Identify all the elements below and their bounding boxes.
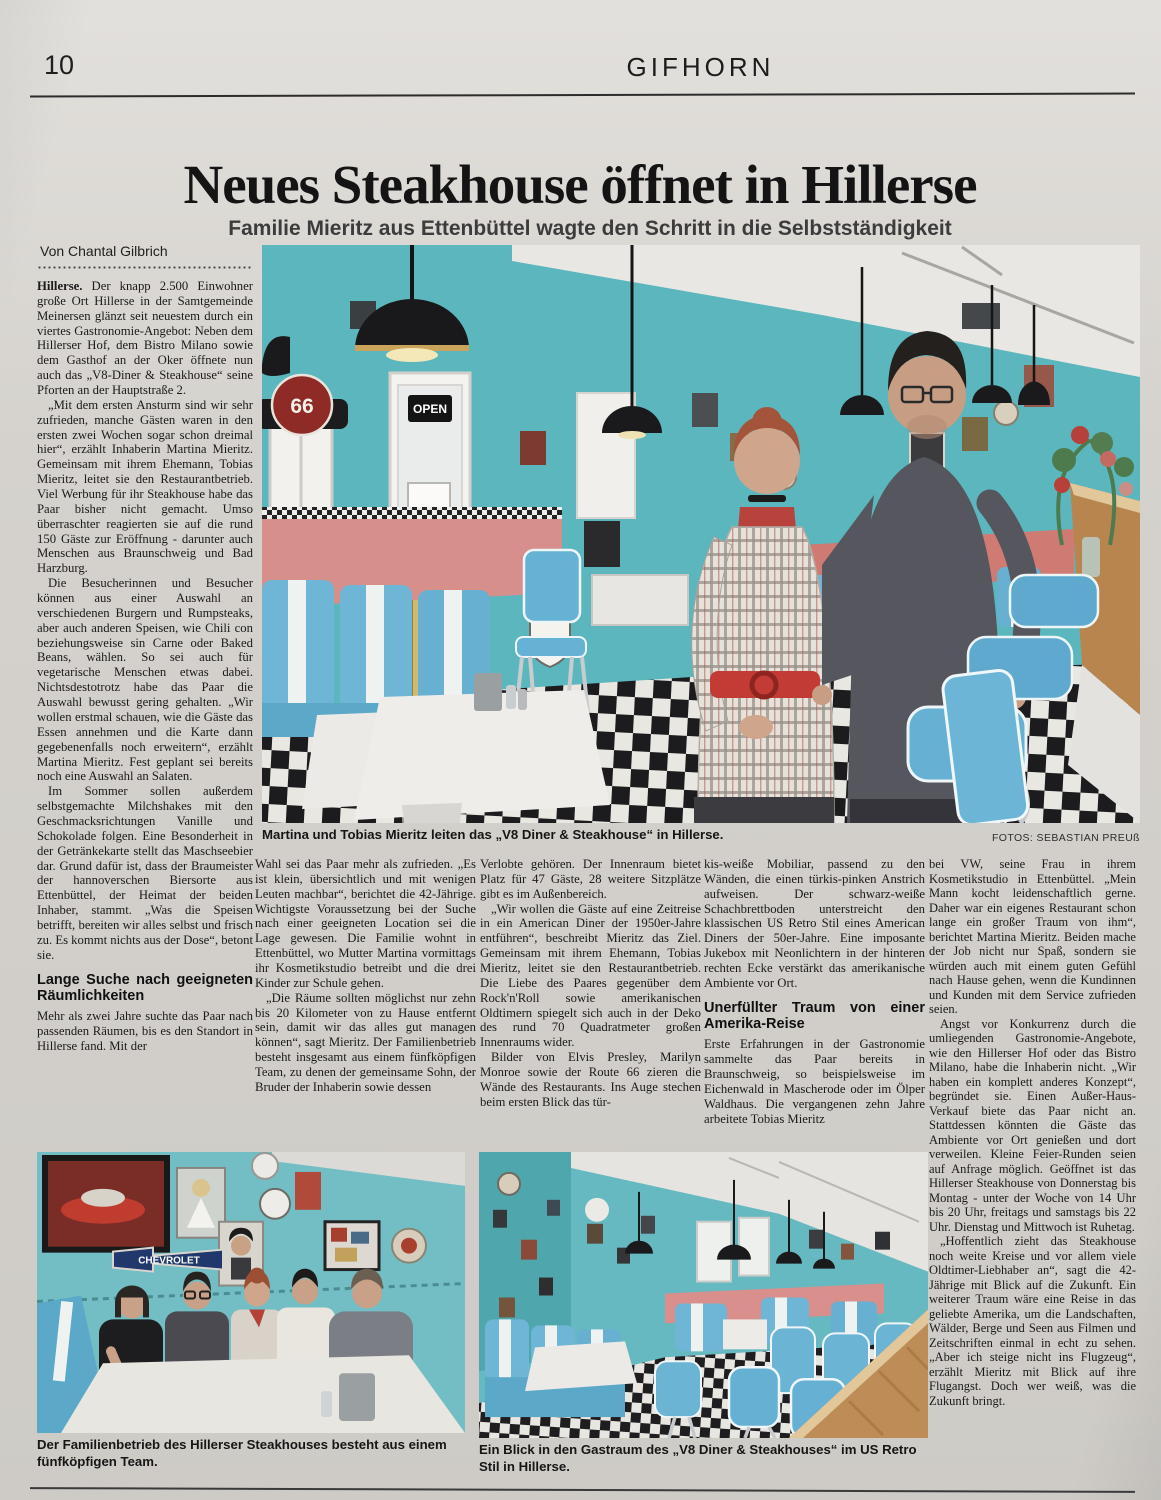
lead-in: Hillerse.	[37, 279, 83, 293]
byline-rule	[37, 266, 253, 269]
body-paragraph: Angst vor Konkurrenz durch die umliegenden Gastronomie-Angebote, wie den Hillerser Hof oder das Bistro Milano, habe die Inhaberin nicht. „Wir haben ein komplett anderes Konzept“, begründet sie. Einen Außer-Haus-Verkauf biete das Paar nicht an. Stattdessen könnten die Gäste das Ambiente vor Ort genießen und dort verweilen. Kleine Feier-Runden seien auf Anfrage möglich. Geöffnet ist das Hillerser Steakhouse von Donnerstag bis Montag - unter der Woche von 14 Uhr bis 20 Uhr, freitags und samstags bis 22 Uhr. Dienstag und Mittwoch ist Ruhetag.	[929, 1016, 1136, 1234]
marilyn-poster	[177, 1168, 225, 1238]
body-paragraph: Die Besucherinnen und Besucher können aus einer Auswahl an verschiedenen Burgern und Rumpsteaks, aber auch anderen Speisen, wie Chili con beziehungsweise sin Carne oder Baked Beans, wählen. So sei auch für vegetarische Menschen etwas dabei. Nichtsdestotrotz habe das Paar die Auswahl bewusst gering gehalten. „Wir wollen erstmal schauen, wie die Gäste das Essen annehmen und die Karte dann gegebenenfalls noch erweitern“, erzählt Martina Mieritz. Fest geplant sei bereits noch eine Auswahl an Salaten.	[37, 576, 253, 784]
body-paragraph: Mehr als zwei Jahre suchte das Paar nach passenden Räumen, bis es den Standort in Hillerse fand. Mit der	[37, 1009, 253, 1053]
body-paragraph: „Wir wollen die Gäste auf eine Zeitreise in ein American Diner der 1950er-Jahre entführen“, beschreibt Mieritz das Ziel. Gemeinsam mit ihrem Ehemann, Tobias Mieritz, leitet sie den Restaurantbetrieb. Die Liebe des Paares gegenüber dem Rock'n'Roll sowie amerikanischen Oldtimern spiegelt sich auch in der Deko des rund 70 Quadratmeter großen Innenraums wider.	[480, 901, 701, 1050]
body-paragraph: bei VW, seine Frau in ihrem Kosmetikstudio in Ettenbüttel. „Mein Mann kocht leidenschaftlich gerne. Daher war ein eigenes Restaurant schon lange ein großer Traum von ihm“, berichtet Martina Mieritz. Beiden mache der Job nicht nur Spaß, sondern sie würden auch mit einem guten Gefühl nach Hause gehen, wenn die Kundinnen und Kunden mit dem Service zufrieden seien.	[929, 857, 1136, 1016]
svg-text:66: 66	[290, 395, 314, 418]
checker-trim	[262, 507, 562, 519]
article-column-5	[929, 857, 1136, 1484]
main-caption-row	[262, 827, 1140, 844]
body-paragraph: „Hoffentlich zieht das Steakhouse noch weite Kreise und vor allem viele Oldtimer-Liebhaber an“, sagt die 42-Jährige mit Blick auf die Zukunft. Ein weiterer Traum wäre eine Reise in das geliebte Amerika, um die Landschaften, Wälder, Berge und Seen aus Filmen und Zeitschriften einmal in echt zu sehen. „Aber ich steige nicht ins Flugzeug“, erzählt Mieritz mit Blick auf ihre Flugangst. Doch wer weiß, was die Zukunft bringt.	[929, 1234, 1136, 1408]
diner-table	[61, 1355, 465, 1433]
byline: Von Chantal Gilbrich	[40, 243, 168, 259]
body-paragraph: Bilder von Elvis Presley, Marilyn Monroe sowie der Route 66 zieren die Wände des Restaurants. Ins Auge stechen beim ersten Blick das tür-	[480, 1050, 701, 1109]
body-paragraph	[37, 279, 253, 398]
subheadline: Familie Mieritz aus Ettenbüttel wagte den Schritt in die Selbstständigkeit	[228, 217, 952, 241]
svg-text:OPEN: OPEN	[412, 402, 448, 416]
body-paragraph: Im Sommer sollen außerdem selbstgemachte Milchshakes mit den Geschmacksrichtungen Vanille und Schokolade folgen. Eine Besonderheit in der Getränkekarte stellt das Maschseebier dar. Grund dafür ist, dass der Braumeister der hannoverschen Biersorte aus Ettenbüttel, der Heimat der beiden Inhaber, stammt. „Was die Speisen betrifft, bereiten wir alles selbst und frisch zu. Es kommt nichts aus der Dose“, betont sie.	[37, 784, 253, 962]
body-paragraph: „Mit dem ersten Ansturm sind wir sehr zufrieden, manche Gästen waren in den ersten zwei Wochen sogar schon dreimal hier“, erzählt Inhaberin Martina Mieritz. Gemeinsam mit ihrem Ehemann, Tobias Mieritz, leitet sie den Restaurantbetrieb. Viel Werbung für ihr Steakhouse habe das Paar bisher nicht gemacht. Umso überraschter reagierten sie auf die rund 150 Gäste zur Eröffnung - darunter auch Menschen aus Braunschweig und Bad Harzburg.	[37, 397, 253, 576]
collage-poster	[325, 1222, 379, 1270]
photo-credit: FOTOS: SEBASTIAN PREUß	[991, 831, 1140, 844]
article-column-3	[480, 857, 701, 1149]
article-column-2	[255, 857, 476, 1149]
body-paragraph: Erste Erfahrungen in der Gastronomie sammelte das Paar bereits in Braunschweig, so beispielsweise im Eichenwald in Mascherode oder im Ölper Waldhaus. Die vergangenen zehn Jahre arbeitete Tobias Mieritz	[704, 1037, 925, 1126]
bottom-rule	[30, 1487, 1135, 1493]
main-photo	[262, 245, 1140, 823]
subhead-raeumlichkeiten: Lange Suche nach geeigneten Räumlichkeiten	[37, 971, 253, 1004]
header-rule	[30, 93, 1135, 98]
room-photo-caption: Ein Blick in den Gastraum des „V8 Diner & Steakhouses“ im US Retro Stil in Hillerse.	[479, 1442, 917, 1474]
paragraph-text: Der knapp 2.500 Einwohner große Ort Hillerse in der Samtgemeinde Meinersen glänzt seit neuestem durch ein viertes Gastronomie-Angebot: Neben dem Hillerser Hof, dem Bistro Milano sowie dem Gasthof an der Oker öffnete nun auch das „V8-Diner & Steakhouse“ seine Pforten an der Hauptstraße 2.	[37, 279, 253, 398]
main-photo-caption: Martina und Tobias Mieritz leiten das „V8 Diner & Steakhouse“ in Hillerse.	[262, 827, 724, 842]
body-paragraph: Verlobte gehören. Der Innenraum bietet Platz für 47 Gäste, 28 weitere Sitzplätze gibt es im Außenbereich.	[480, 857, 701, 901]
red-poster	[295, 1172, 321, 1210]
body-paragraph: kis-weiße Mobiliar, passend zu den Wänden, die einen türkis-pinken Anstrich aufweisen. Der schwarz-weiße Schachbrettboden unterstreicht den klassischen US Retro Stil eines American Diners der 50er-Jahre. Eine imposante Jukebox mit Neonlichtern in der hinteren rechten Ecke verstärkt das amerikanische Ambiente vor Ort.	[704, 857, 925, 990]
svg-text:CHEVROLET: CHEVROLET	[138, 1255, 200, 1267]
window	[739, 1218, 769, 1276]
section-title: GIFHORN	[626, 52, 775, 82]
booth-table	[525, 1341, 637, 1391]
team-photo	[37, 1152, 465, 1433]
body-paragraph: Wahl sei das Paar mehr als zufrieden. „Es ist klein, übersichtlich und mit wenigen Leuten machbar“, berichtet die 42-Jährige. Wichtigste Voraussetzung bei der Suche nach einer geeigneten Location sei die Lage gewesen. Die Familie wohnt in Ettenbüttel, wo Mutter Martina vormittags ihr Kosmetikstudio betreibt und die drei Kinder zur Schule gehen.	[255, 857, 476, 990]
article-column-4	[704, 857, 925, 1149]
page-number: 10	[44, 50, 75, 80]
wall-clock	[260, 1189, 290, 1219]
open-sign	[408, 395, 452, 422]
ceiling-fan	[252, 1153, 278, 1179]
subhead-amerika-reise: Unerfüllter Traum von einer Amerika-Reise	[704, 999, 925, 1032]
body-paragraph: „Die Räume sollten möglichst nur zehn bis 20 Kilometer von zu Hause entfernt sein, damit wir das alles gut managen können“, sagt Mieritz. Der Familienbetrieb besteht insgesamt aus einem fünfköpfigen Team, zu denen der gemeinsame Sohn, der Bruder der Inhaberin sowie dessen	[255, 990, 476, 1094]
article-column-1	[37, 279, 253, 1141]
dining-room-photo	[479, 1152, 928, 1438]
car-picture	[45, 1158, 167, 1250]
team-photo-caption: Der Familienbetrieb des Hillerser Steakhouses besteht aus einem fünfköpfigen Team.	[37, 1437, 447, 1469]
headline: Neues Steakhouse öffnet in Hillerse	[183, 153, 977, 215]
